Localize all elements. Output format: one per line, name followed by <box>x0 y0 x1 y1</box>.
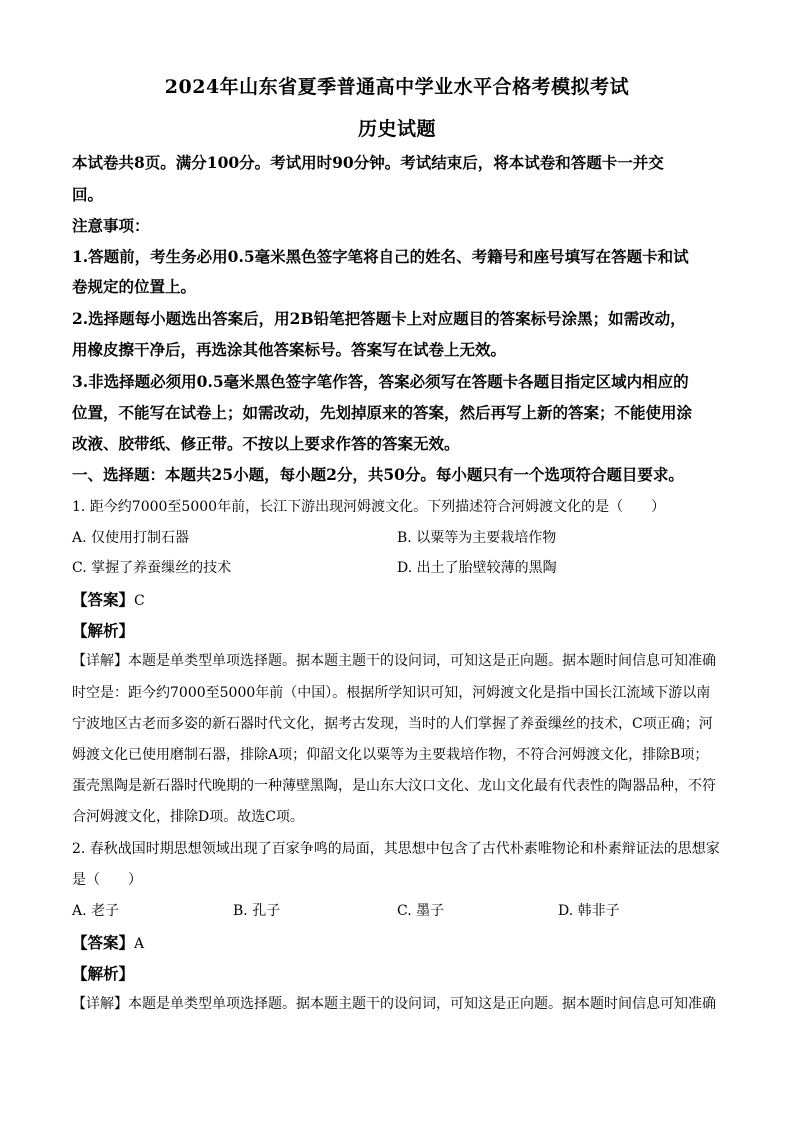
notice-item-2-line-1: 2.选择题每小题选出答案后，用2B铅笔把答题卡上对应题目的答案标号涂黑；如需改动， <box>72 309 686 328</box>
q2-option-d: D. 韩非子 <box>558 903 620 919</box>
notice-item-1-line-1: 1.答题前，考生务必用0.5毫米黑色签字笔将自己的姓名、考籍号和座号填写在答题卡和试 <box>72 247 689 266</box>
q2-analysis-label: 【解析】 <box>72 964 135 983</box>
q1-detail-line-3: 宁波地区古老而多姿的新石器时代文化，据考古发现，当时的人们掌握了养蚕缫丝的技术，C项正确；河 <box>72 716 713 732</box>
q2-answer <box>72 931 144 953</box>
q1-detail-line-6: 合河姆渡文化，排除D项。故选C项。 <box>72 809 304 825</box>
q1-detail-line-2: 时空是：距今约7000至5000年前（中国）。根据所学知识可知，河姆渡文化是指中国长江流域下游以南 <box>72 685 711 701</box>
notice-heading: 注意事项： <box>72 216 150 235</box>
q1-detail-line-5: 蛋壳黑陶是新石器时代晚期的一种薄壁黑陶，是山东大汶口文化、龙山文化最有代表性的陶器品种，不符 <box>72 778 716 794</box>
notice-item-1-line-2: 卷规定的位置上。 <box>72 277 197 296</box>
q1-option-b: B. 以粟等为主要栽培作物 <box>397 530 557 546</box>
q2-detail-line-1: 【详解】本题是单类型单项选择题。据本题主题干的设问词，可知这是正向题。据本题时间信息可知准确 <box>72 996 716 1012</box>
notice-item-2-line-2: 用橡皮擦干净后，再选涂其他答案标号。答案写在试卷上无效。 <box>72 340 507 359</box>
q2-answer-value: A <box>134 936 145 952</box>
q1-option-d: D. 出土了胎壁较薄的黑陶 <box>397 560 557 576</box>
q2-option-c: C. 墨子 <box>397 903 445 919</box>
intro-line-1: 本试卷共8页。满分100分。考试用时90分钟。考试结束后，将本试卷和答题卡一并交 <box>72 153 664 172</box>
q2-answer-label: 【答案】 <box>72 933 135 952</box>
q1-analysis-label: 【解析】 <box>72 621 135 640</box>
q1-stem: 1. 距今约7000至5000年前，长江下游出现河姆渡文化。下列描述符合河姆渡文化的是（ ） <box>72 499 666 515</box>
q2-stem-line-1: 2. 春秋战国时期思想领域出现了百家争鸣的局面，其思想中包含了古代朴素唯物论和朴素辩证法的思想家 <box>72 841 720 857</box>
q1-answer <box>72 588 145 610</box>
notice-item-3-line-2: 位置，不能写在试卷上；如需改动，先划掉原来的答案，然后再写上新的答案；不能使用涂 <box>72 403 693 422</box>
q2-stem-line-2: 是（ ） <box>72 872 142 888</box>
exam-subtitle: 历史试题 <box>357 118 436 140</box>
q1-answer-label: 【答案】 <box>72 590 135 609</box>
q1-detail-line-1: 【详解】本题是单类型单项选择题。据本题主题干的设问词，可知这是正向题。据本题时间信息可知准确 <box>72 653 716 669</box>
q1-detail-line-4: 姆渡文化已使用磨制石器，排除A项；仰韶文化以粟等为主要栽培作物，不符合河姆渡文化，排除B项； <box>72 747 709 763</box>
q1-option-a: A. 仅使用打制石器 <box>72 530 190 546</box>
notice-item-3-line-1: 3.非选择题必须用0.5毫米黑色签字笔作答，答案必须写在答题卡各题目指定区域内相应的 <box>72 372 689 391</box>
exam-title: 2024年山东省夏季普通高中学业水平合格考模拟考试 <box>164 76 630 98</box>
q1-option-c: C. 掌握了养蚕缫丝的技术 <box>72 560 232 576</box>
q2-option-a: A. 老子 <box>72 903 120 919</box>
intro-line-2: 回。 <box>72 185 104 204</box>
q1-answer-value: C <box>134 593 145 609</box>
notice-item-3-line-3: 改液、胶带纸、修正带。不按以上要求作答的答案无效。 <box>72 434 460 453</box>
q2-option-b: B. 孔子 <box>233 903 281 919</box>
section-heading: 一、选择题：本题共25小题，每小题2分，共50分。每小题只有一个选项符合题目要求。 <box>72 465 684 484</box>
